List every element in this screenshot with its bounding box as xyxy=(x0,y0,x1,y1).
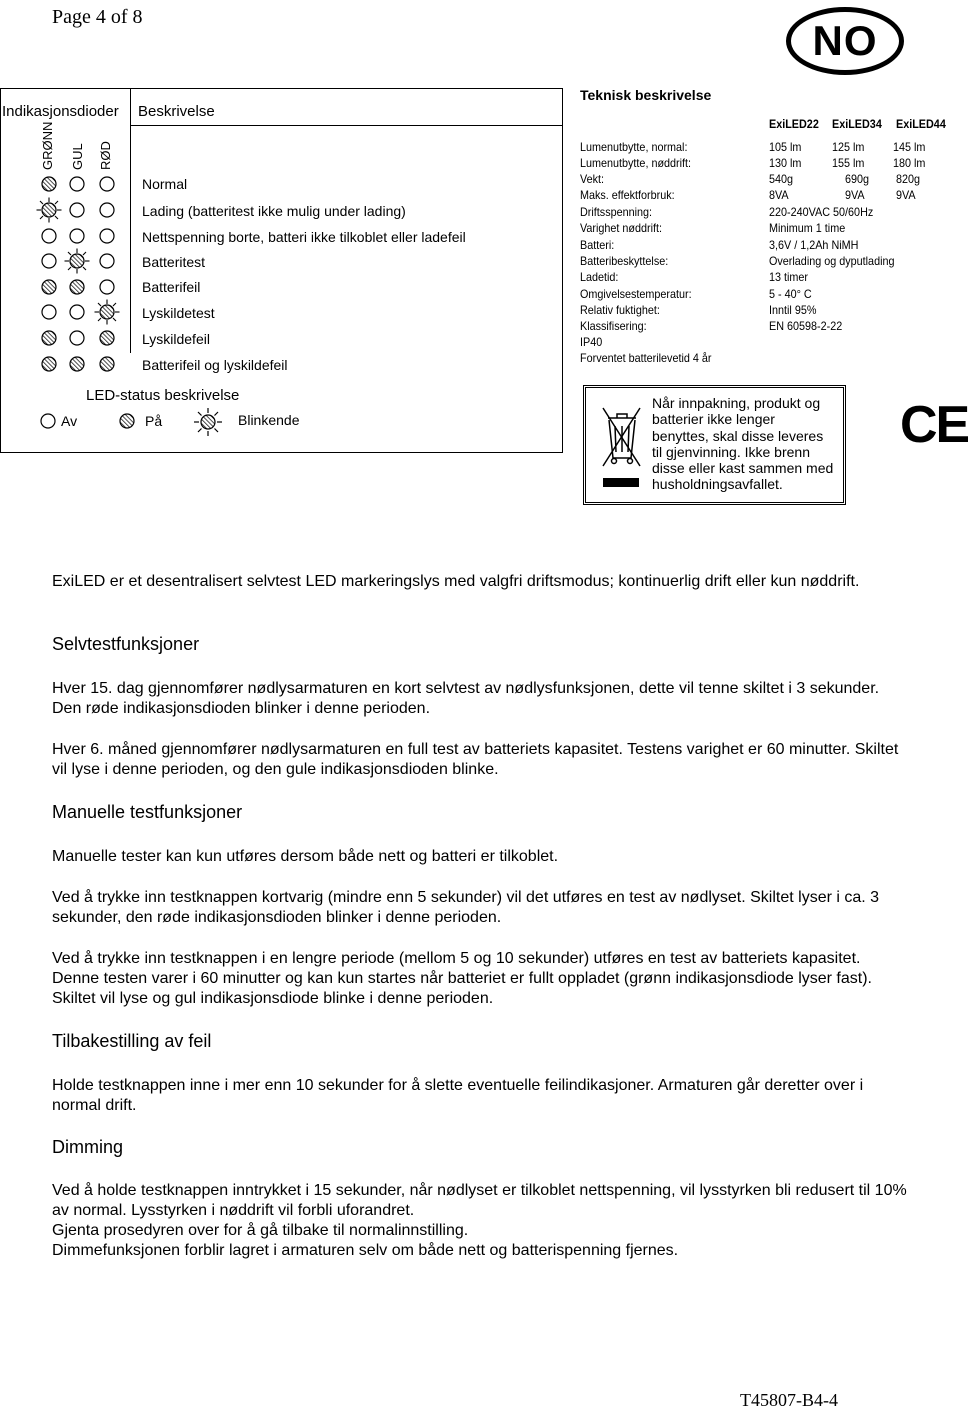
spec-value: 130 lm xyxy=(769,156,802,170)
description-column-header: Beskrivelse xyxy=(138,103,215,120)
model-exiled34: ExiLED34 xyxy=(832,117,882,131)
green-led-off-icon xyxy=(36,223,62,249)
model-exiled44: ExiLED44 xyxy=(896,117,946,131)
spec-label: Batteri: xyxy=(580,238,615,252)
recycling-line: til gjenvinning. Ikke brenn xyxy=(652,443,810,460)
led-column-header: Indikasjonsdioder xyxy=(2,103,119,120)
row-label-lamp-fault: Lyskildefeil xyxy=(142,331,210,347)
yellow-led-header: GUL xyxy=(70,143,85,170)
yellow-led-off-icon xyxy=(64,197,90,223)
paragraph: Hver 15. dag gjennomfører nødlysarmaturen en kort selvtest av nødlysfunksjonen, dette vil tenne skiltet i 3 sekunder. Den røde indikasjonsdioden blinker i denne perioden. xyxy=(52,680,880,717)
column-divider xyxy=(130,88,131,353)
header-divider xyxy=(131,125,562,126)
green-led-off-icon xyxy=(36,299,62,325)
green-led-header: GRØNN xyxy=(40,121,55,170)
red-led-off-icon xyxy=(94,274,120,300)
tech-title: Teknisk beskrivelse xyxy=(580,87,712,103)
paragraph: Ved å holde testknappen inntrykket i 15 sekunder, når nødlyset er tilkoblet nettspenning, vil lysstyrken bli redusert til 10% av normal. Lysstyrken i nøddrift vil forbli uforandret. xyxy=(52,1182,907,1219)
legend-off-label: Av xyxy=(61,413,78,429)
row-label-lamp-test: Lyskildetest xyxy=(142,305,215,321)
section-heading-selftest: Selvtestfunksjoner xyxy=(52,634,200,654)
green-led-on-icon xyxy=(36,171,62,197)
recycling-line: husholdningsavfallet. xyxy=(652,476,783,493)
spec-value: Inntil 95% xyxy=(769,303,817,317)
spec-label: Batteribeskyttelse: xyxy=(580,254,669,268)
yellow-led-on-icon xyxy=(64,351,90,377)
paragraph: Ved å trykke inn testknappen i en lengre periode (mellom 5 og 10 sekunder) utføres en test av batteriets kapasitet. Denne testen varer i 60 minutter og kan kun startes når batteriet er fullt oppladet (grønn indikasjonsdiode lyser fast). Skiltet vil lyse og gul indikasjonsdiode blinke i denne perioden. xyxy=(52,950,872,1007)
green-led-blink-icon xyxy=(36,197,62,223)
spec-value: 155 lm xyxy=(832,156,865,170)
row-label-mains-lost: Nettspenning borte, batteri ikke tilkoblet eller ladefeil xyxy=(142,229,466,245)
row-label-battery-test: Batteritest xyxy=(142,254,206,270)
recycling-line: Når innpakning, produkt og xyxy=(652,395,821,411)
crossed-out-bin-icon xyxy=(599,396,643,491)
spec-value: 690g xyxy=(845,172,870,186)
recycling-line: batterier ikke lenger xyxy=(652,411,775,428)
spec-label: Ladetid: xyxy=(580,270,619,284)
legend-on-label: På xyxy=(145,413,163,429)
spec-value: Minimum 1 time xyxy=(769,221,846,235)
spec-label: Forventet batterilevetid 4 år xyxy=(580,351,712,365)
row-label-normal: Normal xyxy=(142,176,188,192)
green-led-on-icon xyxy=(36,351,62,377)
spec-value: 13 timer xyxy=(769,270,809,284)
row-label-battery-and-lamp-fault: Batterifeil og lyskildefeil xyxy=(142,357,288,373)
paragraph: Ved å trykke inn testknappen kortvarig (mindre enn 5 sekunder) vil det utføres en test av nødlyset. Skiltet lyser i ca. 3 sekunder, den røde indikasjonsdioden blinker i denne perioden. xyxy=(52,889,880,926)
spec-value: EN 60598-2-22 xyxy=(769,319,843,333)
spec-value: 5 - 40° C xyxy=(769,287,812,301)
intro-paragraph: ExiLED er et desentralisert selvtest LED markeringslys med valgfri driftsmodus; kontinuerlig drift eller kun nøddrift. xyxy=(52,573,860,590)
paragraph: Dimmefunksjonen forblir lagret i armaturen selv om både nett og batterispenning fjernes. xyxy=(52,1242,679,1259)
section-heading-reset: Tilbakestilling av feil xyxy=(52,1031,212,1051)
spec-label: Varighet nøddrift: xyxy=(580,221,663,235)
spec-value: 145 lm xyxy=(893,140,926,154)
legend-on-icon xyxy=(119,413,135,429)
model-exiled22: ExiLED22 xyxy=(769,117,819,131)
recycling-line: benyttes, skal disse leveres xyxy=(652,427,824,444)
row-label-battery-fault: Batterifeil xyxy=(142,279,201,295)
red-led-off-icon xyxy=(94,171,120,197)
spec-label: Maks. effektforbruk: xyxy=(580,188,675,202)
row-label-charging: Lading (batteritest ikke mulig under lading) xyxy=(142,203,406,219)
spec-value: 3,6V / 1,2Ah NiMH xyxy=(769,238,859,252)
page-number: Page 4 of 8 xyxy=(52,6,143,28)
spec-label: Relativ fuktighet: xyxy=(580,303,660,317)
yellow-led-off-icon xyxy=(64,223,90,249)
spec-value: Overlading og dyputlading xyxy=(769,254,895,268)
yellow-led-on-icon xyxy=(64,274,90,300)
red-led-blink-icon xyxy=(94,299,120,325)
spec-value: 105 lm xyxy=(769,140,802,154)
spec-label: Klassifisering: xyxy=(580,319,647,333)
yellow-led-off-icon xyxy=(64,325,90,351)
paragraph: Manuelle tester kan kun utføres dersom både nett og batteri er tilkoblet. xyxy=(52,848,559,865)
red-led-off-icon xyxy=(94,223,120,249)
paragraph: Gjenta prosedyren over for å gå tilbake til normalinnstilling. xyxy=(52,1222,469,1239)
spec-value: 220-240VAC 50/60Hz xyxy=(769,205,874,219)
yellow-led-blink-icon xyxy=(64,248,90,274)
paragraph: Hver 6. måned gjennomfører nødlysarmaturen en full test av batteriets kapasitet. Testens varighet er 60 minutter. Skiltet vil lyse i denne perioden, og den gule indikasjonsdioden blinke. xyxy=(52,741,899,778)
legend-off-icon xyxy=(40,413,56,429)
spec-value: 540g xyxy=(769,172,794,186)
spec-label: Lumenutbytte, nøddrift: xyxy=(580,156,692,170)
red-led-on-icon xyxy=(94,351,120,377)
spec-value: 9VA xyxy=(845,188,865,202)
recycling-line: disse eller kast sammen med xyxy=(652,460,834,477)
red-led-off-icon xyxy=(94,248,120,274)
green-led-on-icon xyxy=(36,274,62,300)
spec-value: 820g xyxy=(896,172,921,186)
green-led-off-icon xyxy=(36,248,62,274)
country-badge xyxy=(786,7,904,75)
paragraph: Holde testknappen inne i mer enn 10 sekunder for å slette eventuelle feilindikasjoner. Armaturen går deretter over i normal drift. xyxy=(52,1077,864,1114)
document-code: T45807-B4-4 xyxy=(740,1390,838,1410)
yellow-led-off-icon xyxy=(64,299,90,325)
spec-label: Driftsspenning: xyxy=(580,205,653,219)
spec-label: Lumenutbytte, normal: xyxy=(580,140,688,154)
spec-label: Omgivelsestemperatur: xyxy=(580,287,692,301)
spec-value: 125 lm xyxy=(832,140,865,154)
legend-blink-icon xyxy=(193,407,223,437)
spec-value: 9VA xyxy=(896,188,916,202)
section-heading-dimming: Dimming xyxy=(52,1137,124,1157)
spec-label: IP40 xyxy=(580,335,603,349)
yellow-led-off-icon xyxy=(64,171,90,197)
ce-mark: CE xyxy=(900,396,968,454)
red-led-off-icon xyxy=(94,197,120,223)
recycling-notice-box xyxy=(583,385,846,505)
red-led-header: RØD xyxy=(98,141,113,170)
legend-title: LED-status beskrivelse xyxy=(86,387,240,404)
recycling-text xyxy=(652,395,833,493)
red-led-on-icon xyxy=(94,325,120,351)
legend-blink-label: Blinkende xyxy=(238,412,300,428)
green-led-on-icon xyxy=(36,325,62,351)
section-heading-manual-test: Manuelle testfunksjoner xyxy=(52,802,243,822)
spec-label: Vekt: xyxy=(580,172,605,186)
country-code: NO xyxy=(812,17,878,64)
spec-value: 180 lm xyxy=(893,156,926,170)
spec-value: 8VA xyxy=(769,188,789,202)
